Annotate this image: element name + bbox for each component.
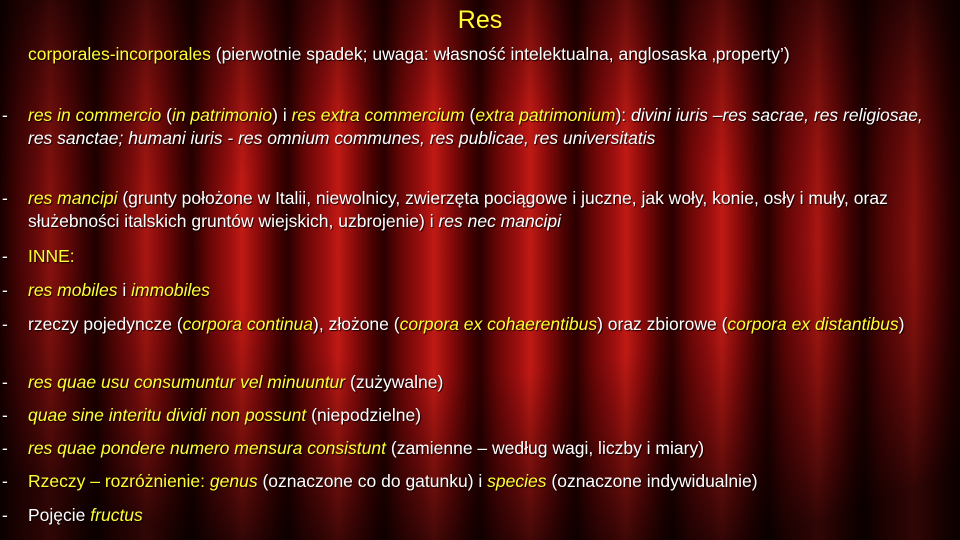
list-item-text [28,371,930,394]
text-segment: (oznaczone co do gatunku) i [257,471,488,491]
text-segment: (oznaczone indywidualnie) [546,471,758,491]
text-segment: ) oraz zbiorowe ( [597,314,728,334]
text-segment: extra patrimonium [475,105,616,125]
list-item [0,279,930,302]
text-segment: ), złożone ( [313,314,400,334]
list-item-text [28,470,930,493]
text-segment: res quae usu consumuntur vel minuuntur [28,372,346,392]
text-segment: INNE: [28,246,75,266]
list-item [0,371,930,394]
bullet-dash: - [2,105,8,125]
text-segment: corporales-incorporales [28,44,211,64]
list-item-text [28,279,930,302]
list-item-text [28,187,930,233]
text-segment: corpora continua [182,314,314,334]
bullet-dash: - [2,246,8,266]
text-segment: res mobiles [28,280,118,300]
bullet-dash: - [2,188,8,208]
list-item [0,437,930,460]
text-segment: in patrimonio [171,105,273,125]
text-segment: quae sine interitu dividi non possunt [28,405,307,425]
list-item [0,470,930,493]
text-segment: ( [161,105,172,125]
text-segment: corpora ex cohaerentibus [399,314,598,334]
text-segment: fructus [90,505,143,525]
text-segment: i [117,280,132,300]
text-segment: ) i [272,105,292,125]
text-segment: res extra commercium [291,105,465,125]
text-segment: res mancipi [28,188,118,208]
bullet-dash: - [2,314,8,334]
bullet-dash: - [2,505,8,525]
list-item [0,504,930,527]
bullet-dash: - [2,372,8,392]
list-item [0,104,930,150]
text-segment: Pojęcie [28,505,91,525]
bullet-dash: - [2,471,8,491]
list-item-text [28,404,930,427]
text-segment: ): [615,105,632,125]
list-item [0,43,930,66]
text-segment: species [487,471,547,491]
text-segment: ( [464,105,476,125]
text-segment: genus [209,471,258,491]
list-item [0,313,930,336]
list-item-text [28,504,930,527]
slide-title: Res [457,6,503,34]
text-segment: res nec mancipi [438,211,562,231]
text-segment: rzeczy pojedyncze ( [28,314,183,334]
text-segment: divini iuris –res sacrae, res religiosae, res sanctae; humani iuris - res omnium communes, res publicae, res universitatis [28,105,923,148]
list-item-text [28,43,930,66]
text-segment: (grunty położone w Italii, niewolnicy, zwierzęta pociągowe i juczne, jak woły, konie, osły i muły, oraz służebności italskich gruntów wiejskich, uzbrojenie) i [28,188,888,231]
text-segment: Rzeczy – rozróżnienie: [28,471,210,491]
text-segment: immobiles [131,280,210,300]
text-segment: res in commercio [28,105,162,125]
text-segment: ) [898,314,905,334]
list-item [0,187,930,233]
list-item-text [28,313,930,336]
list-item-text [28,104,930,150]
list-item [0,245,930,268]
text-segment: (pierwotnie spadek; uwaga: własność intelektualna, anglosaska ‚property’) [210,44,790,64]
bullet-dash: - [2,405,8,425]
list-item-text [28,245,930,268]
text-segment: (zamienne – według wagi, liczby i miary) [386,438,705,458]
text-segment: res quae pondere numero mensura consistunt [28,438,386,458]
text-segment: corpora ex distantibus [727,314,899,334]
bullet-dash: - [2,280,8,300]
text-segment: (niepodzielne) [306,405,422,425]
text-segment: (zużywalne) [345,372,444,392]
bullet-dash: - [2,438,8,458]
list-item [0,404,930,427]
list-item-text [28,437,930,460]
